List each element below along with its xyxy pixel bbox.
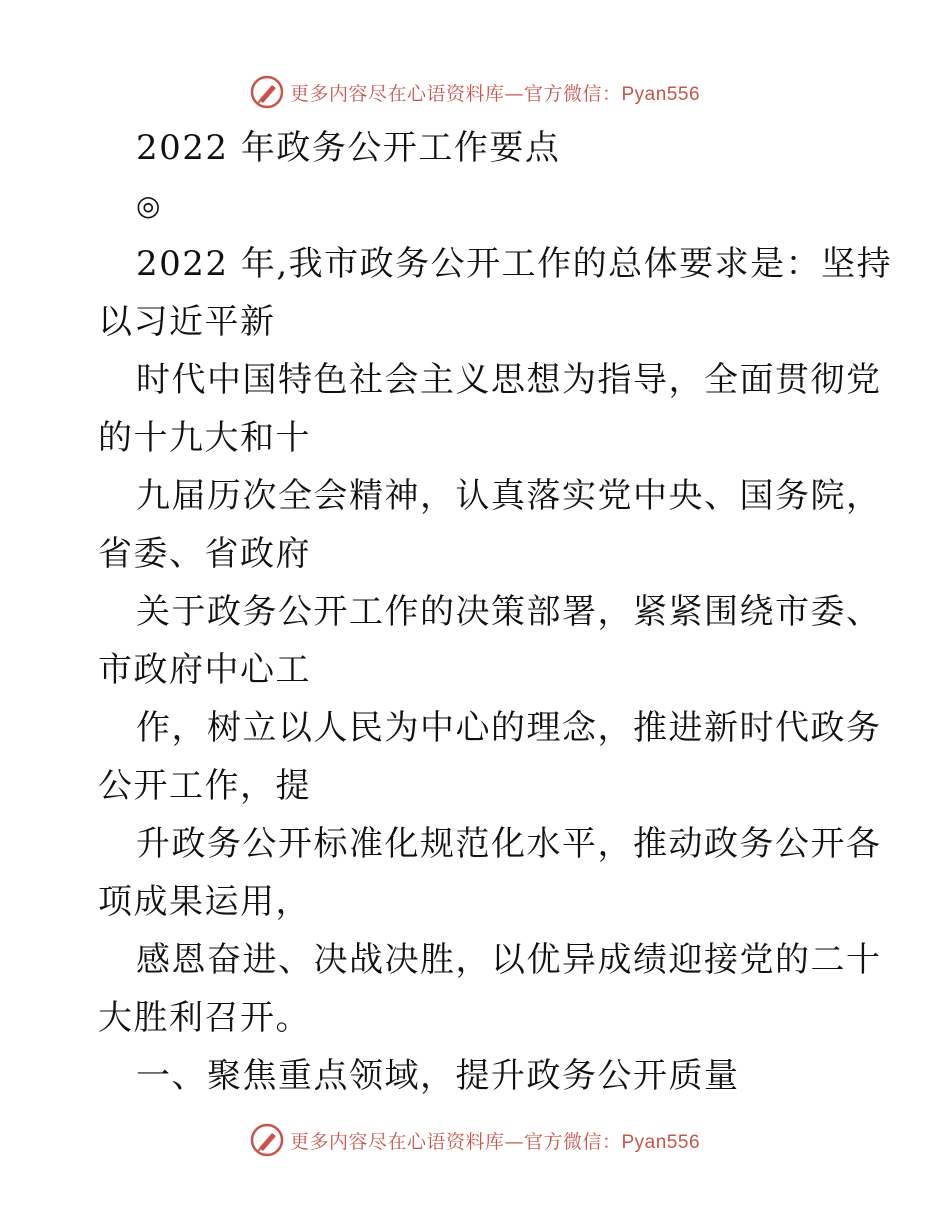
paragraph-line: 升政务公开标准化规范化水平，推动政务公开各 bbox=[136, 824, 882, 864]
paragraph-line: 项成果运用， bbox=[98, 882, 311, 922]
pen-logo-icon bbox=[250, 75, 284, 109]
paragraph-line: 省委、省政府 bbox=[98, 534, 311, 574]
paragraph-line: 九届历次全会精神，认真落实党中央、国务院， bbox=[136, 476, 882, 516]
paragraph-line: 感恩奋进、决战决胜，以优异成绩迎接党的二十 bbox=[136, 940, 882, 980]
watermark-text: 更多内容尽在心语资料库—官方微信：Pyan556 bbox=[289, 82, 701, 105]
paragraph-line: 公开工作，提 bbox=[98, 766, 311, 806]
paragraph-line: 市政府中心工 bbox=[98, 650, 311, 690]
paragraph-line: 的十九大和十 bbox=[98, 418, 311, 458]
paragraph-line: 2022 年,我市政务公开工作的总体要求是：坚持 bbox=[136, 244, 893, 284]
watermark-footer bbox=[0, 1120, 950, 1160]
section-heading: 一、聚焦重点领域，提升政务公开质量 bbox=[136, 1056, 740, 1096]
paragraph-line: 时代中国特色社会主义思想为指导，全面贯彻党 bbox=[136, 360, 882, 400]
paragraph-line: 大胜利召开。 bbox=[98, 998, 311, 1038]
paragraph-line: 作，树立以人民为中心的理念，推进新时代政务 bbox=[136, 708, 882, 748]
watermark-text: 更多内容尽在心语资料库—官方微信：Pyan556 bbox=[289, 1130, 701, 1153]
watermark-header bbox=[0, 72, 950, 112]
paragraph-line: 以习近平新 bbox=[98, 302, 276, 342]
bullet-symbol: ◎ bbox=[136, 189, 162, 222]
document-title: 2022 年政务公开工作要点 bbox=[136, 128, 561, 168]
pen-logo-icon bbox=[250, 1123, 284, 1157]
paragraph-line: 关于政务公开工作的决策部署，紧紧围绕市委、 bbox=[136, 592, 882, 632]
